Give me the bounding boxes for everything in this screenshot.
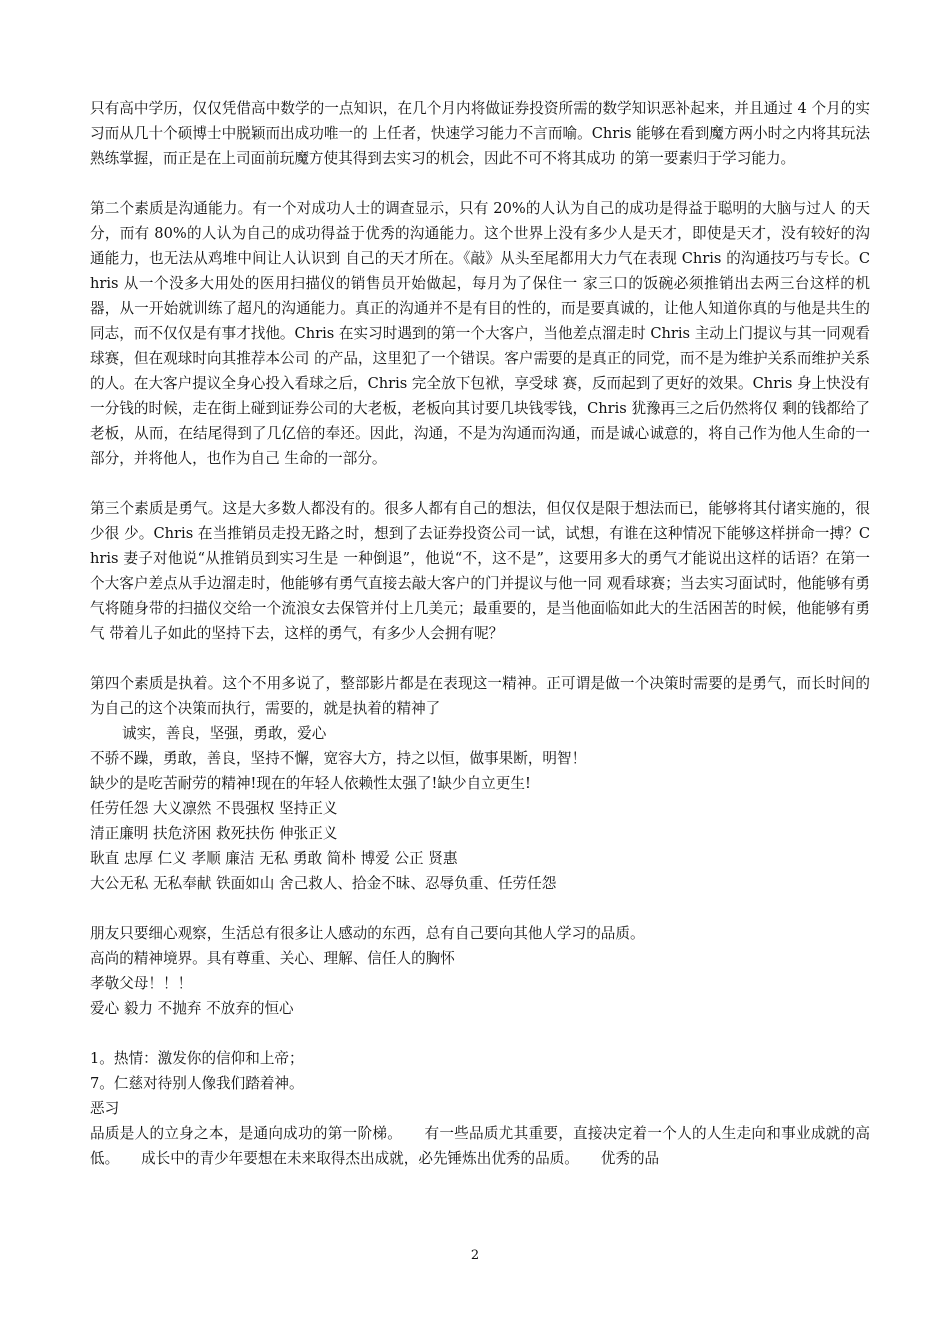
blank-line [90,171,870,196]
paragraph-courage: 第三个素质是勇气。这是大多数人都没有的。很多人都有自己的想法，但仅仅是限于想法而已，能够将其付诸实施的，很少很 少。Chris 在当推销员走投无路之时，想到了去证券投资公司一试，试想，有谁在这种情况下能够这样拼命一搏？Chris 妻子对他说“从推销员到实习生是 一种倒退”，他说“不，这不是”，这要用多大的勇气才能说出这样的话语？在第一个大客户差点从手边溜走时，他能够有勇气直接去敲大客户的门并提议与他一同 观看球赛；当去实习面试时，他能够有勇气将随身带的扫描仪交给一个流浪女去保管并付上几美元；最重要的，是当他面临如此大的生活困苦的时候，他能够有勇气 带着儿子如此的坚持下去，这样的勇气，有多少人会拥有呢？ [90,500,870,642]
list-item: 7。仁慈对待别人像我们踏着神。 [90,1075,304,1092]
paragraph-character-quality: 品质是人的立身之本，是通向成功的第一阶梯。 有一些品质尤其重要，直接决定着一个人的人生走向和事业成就的高低。 成长中的青少年要想在未来取得杰出成就，必先锤炼出优秀的品质。 优秀的品 [90,1125,870,1167]
note-line: 爱心 毅力 不抛弃 不放弃的恒心 [90,1000,294,1017]
paragraph-communication: 第二个素质是沟通能力。有一个对成功人士的调查显示，只有 20%的人认为自己的成功是得益于聪明的大脑与过人 的天分，而有 80%的人认为自己的成功得益于优秀的沟通能力。这个世界上没有多少人是天才，即使是天才，没有较好的沟通能力，也无法从鸡堆中间让人认识到 自己的天才所在。《敲》从头至尾都用大力气在表现 Chris 的沟通技巧与专长。Chris 从一个没多大用处的医用扫描仪的销售员开始做起，每月为了保住一 家三口的饭碗必须推销出去两三台这样的机器，从一开始就训练了超凡的沟通能力。真正的沟通并不是有目的性的，而是要真诚的，让他人知道你真的与他是共生的 同志，而不仅仅是有事才找他。Chris 在实习时遇到的第一个大客户，当他差点溜走时 Chris 主动上门提议与其一同观看球赛，但在观球时向其推荐本公司 的产品，这里犯了一个错误。客户需要的是真正的同党，而不是为维护关系而维护关系的人。在大客户提议全身心投入看球之后，Chris 完全放下包袱，享受球 赛，反而起到了更好的效果。Chris 身上快没有一分钱的时候，走在街上碰到证券公司的大老板，老板向其讨要几块钱零钱，Chris 犹豫再三之后仍然将仅 剩的钱都给了老板，从而，在结尾得到了几亿倍的奉还。因此，沟通，不是为沟通而沟通，而是诚心诚意的，将自己作为他人生命的一部分，并将他人，也作为自己 生命的一部分。 [90,200,870,467]
paragraph-persistence: 第四个素质是执着。这个不用多说了，整部影片都是在表现这一精神。正可谓是做一个决策时需要的是勇气，而长时间的为自己的这个决策而执行，需要的，就是执着的精神了 [90,675,870,717]
page-number: 2 [470,1248,480,1263]
virtue-line: 清正廉明 扶危济困 救死扶伤 伸张正义 [90,825,338,842]
blank-line [90,896,870,921]
virtue-line: 耿直 忠厚 仁义 孝顺 廉洁 无私 勇敢 简朴 博爱 公正 贤惠 [90,850,458,867]
note-line: 朋友只要细心观察，生活总有很多让人感动的东西，总有自己要向其他人学习的品质。 [90,925,645,942]
note-line: 孝敬父母！！！ [90,975,193,992]
note-line: 高尚的精神境界。具有尊重、关心、理解、信任人的胸怀 [90,950,455,967]
blank-line [90,471,870,496]
page-body [90,96,870,1171]
list-item: 1。热情：激发你的信仰和上帝； [90,1050,304,1067]
blank-line [90,646,870,671]
virtue-line: 任劳任怨 大义凛然 不畏强权 坚持正义 [90,800,338,817]
blank-line [90,1021,870,1046]
list-item: 恶习 [90,1100,120,1117]
virtue-line: 大公无私 无私奉献 铁面如山 舍己救人、拾金不昧、忍辱负重、任劳任怨 [90,875,557,892]
virtue-line: 不骄不躁，勇敢，善良，坚持不懈，宽容大方，持之以恒，做事果断，明智！ [90,750,587,767]
paragraph-learning-ability: 只有高中学历，仅仅凭借高中数学的一点知识，在几个月内将做证券投资所需的数学知识恶补起来，并且通过 4 个月的实习而从几十个硕博士中脱颖而出成功唯一的 上任者，快速学习能力不言而喻。Chris 能够在看到魔方两小时之内将其玩法熟练掌握，而正是在上司面前玩魔方使其得到去实习的机会，因此不可不将其成功 的第一要素归于学习能力。 [90,100,870,167]
virtue-line: 缺少的是吃苦耐劳的精神!现在的年轻人依赖性太强了!缺少自立更生! [90,775,531,792]
virtue-line: 诚实，善良，坚强，勇敢，爱心 [122,725,327,742]
